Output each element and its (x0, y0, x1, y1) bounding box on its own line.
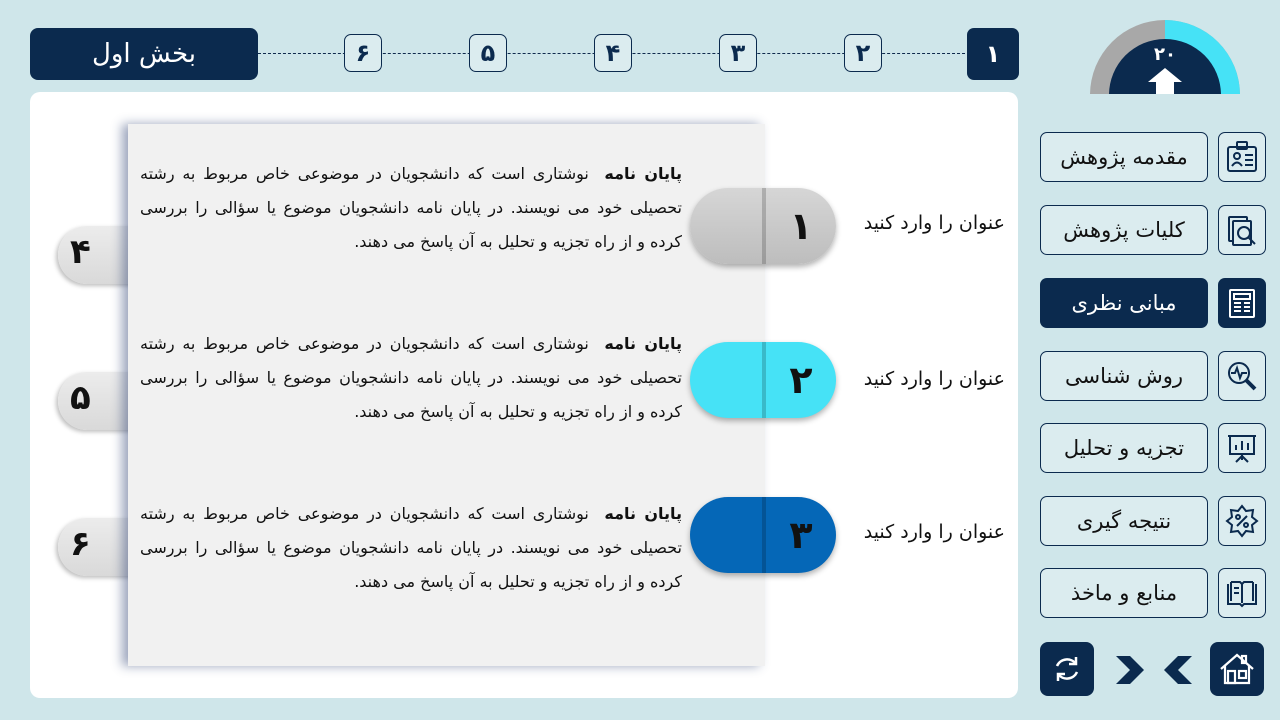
side-tab-6[interactable] (58, 518, 138, 576)
refresh-icon (1049, 651, 1085, 687)
item-3-number: ۳ (789, 513, 813, 557)
step-3[interactable]: ۳ (719, 34, 757, 72)
percent-badge-icon[interactable] (1218, 496, 1266, 546)
home-icon (1217, 649, 1257, 689)
open-book-icon[interactable] (1218, 568, 1266, 618)
step-2[interactable]: ۲ (844, 34, 882, 72)
menu-analysis[interactable]: تجزیه و تحلیل (1040, 423, 1208, 473)
menu-conclusion[interactable]: نتیجه گیری (1040, 496, 1208, 546)
menu-intro[interactable]: مقدمه پژوهش (1040, 132, 1208, 182)
menu-methodology[interactable]: روش شناسی (1040, 351, 1208, 401)
step-4[interactable]: ۴ (594, 34, 632, 72)
newspaper-icon[interactable] (1218, 278, 1266, 328)
side-tab-4[interactable] (58, 226, 138, 284)
magnifier-pulse-icon[interactable] (1218, 351, 1266, 401)
item-3-pill[interactable] (690, 497, 836, 573)
chevron-left-icon (1158, 650, 1198, 690)
item-2-number: ۲ (789, 358, 813, 402)
item-3-title: عنوان را وارد کنید (863, 521, 1005, 543)
step-5[interactable]: ۵ (469, 34, 507, 72)
menu-references[interactable]: منابع و ماخذ (1040, 568, 1208, 618)
gauge-value: ۲۰ (1154, 44, 1176, 65)
item-1-pill[interactable] (690, 188, 836, 264)
next-button[interactable] (1110, 650, 1150, 690)
section-title: بخش اول (30, 28, 258, 80)
side-tab-label: ۴ (70, 232, 91, 272)
item-1-number: ۱ (789, 204, 813, 248)
document-search-icon[interactable] (1218, 205, 1266, 255)
home-button[interactable] (1210, 642, 1264, 696)
side-tab-label: ۶ (70, 524, 91, 564)
presentation-chart-icon[interactable] (1218, 423, 1266, 473)
id-card-icon[interactable] (1218, 132, 1266, 182)
item-2-title: عنوان را وارد کنید (863, 368, 1005, 390)
item-2-pill[interactable] (690, 342, 836, 418)
item-1-title: عنوان را وارد کنید (863, 212, 1005, 234)
menu-theory[interactable]: مبانی نظری (1040, 278, 1208, 328)
side-tab-label: ۵ (70, 378, 91, 418)
item-1-text: پایان نامه نوشتاری است که دانشجویان در موضوعی خاص مربوط به رشته تحصیلی خود می نویسند. در پایان نامه دانشجویان موضوع یا سؤالی را بررسی کرده و از راه تجزیه و تحلیل به آن پاسخ می دهند. (140, 164, 682, 251)
chevron-right-icon (1110, 650, 1150, 690)
refresh-button[interactable] (1040, 642, 1094, 696)
step-6[interactable]: ۶ (344, 34, 382, 72)
prev-button[interactable] (1158, 650, 1198, 690)
menu-generalities[interactable]: کلیات پژوهش (1040, 205, 1208, 255)
item-2-text: پایان نامه نوشتاری است که دانشجویان در موضوعی خاص مربوط به رشته تحصیلی خود می نویسند. در پایان نامه دانشجویان موضوع یا سؤالی را بررسی کرده و از راه تجزیه و تحلیل به آن پاسخ می دهند. (140, 334, 682, 421)
side-tab-5[interactable] (58, 372, 138, 430)
item-3-text: پایان نامه نوشتاری است که دانشجویان در موضوعی خاص مربوط به رشته تحصیلی خود می نویسند. در پایان نامه دانشجویان موضوع یا سؤالی را بررسی کرده و از راه تجزیه و تحلیل به آن پاسخ می دهند. (140, 504, 682, 591)
step-1[interactable]: ۱ (967, 28, 1019, 80)
